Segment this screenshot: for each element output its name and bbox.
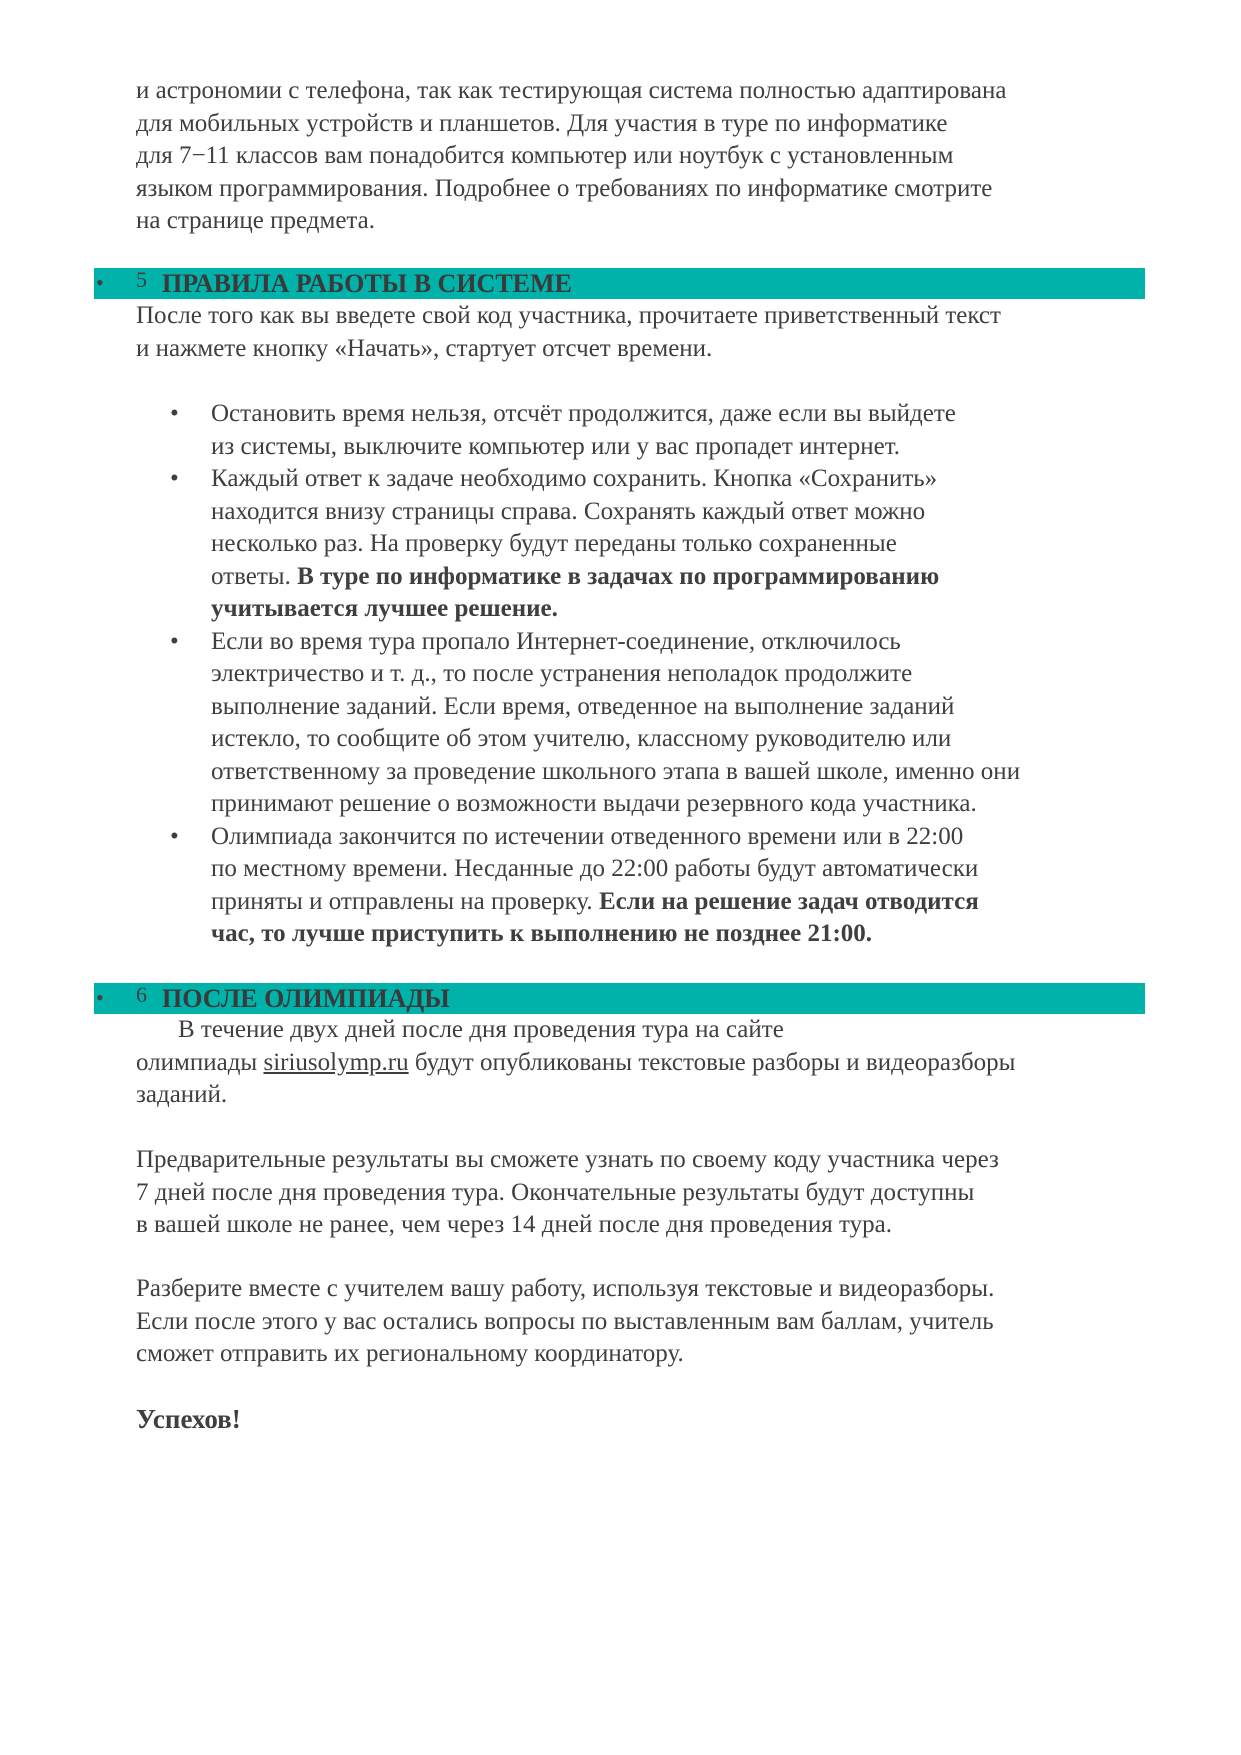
intro-line: на странице предмета. (136, 207, 375, 234)
list-item-line: несколько раз. На проверку будут переданы только сохраненные (211, 530, 897, 557)
list-item-line: по местному времени. Несданные до 22:00 работы будут автоматически (211, 855, 979, 882)
section-5-intro-line: После того как вы введете свой код участника, прочитаете приветственный текст (136, 302, 1001, 329)
list-item-line: Олимпиада закончится по истечении отведенного времени или в 22:00 (211, 822, 964, 850)
rules-list (170, 398, 1150, 951)
intro-line: языком программирования. Подробнее о требованиях по информатике смотрите (136, 174, 993, 202)
olympiad-site-link[interactable]: siriusolymp.ru (263, 1048, 409, 1076)
section-6-paragraph-2 (136, 1144, 1136, 1242)
list-item-line (211, 561, 1150, 594)
bullet-icon: • (170, 627, 179, 655)
list-item-line: ответственному за проведение школьного этапа в вашей школе, именно они (211, 757, 1021, 785)
plain-text: ответы. (211, 562, 298, 590)
list-item-line: находится внизу страницы справа. Сохранять каждый ответ можно (211, 497, 926, 525)
section-number: 6 (136, 982, 147, 1007)
list-item-line: электричество и т. д., то после устранения неполадок продолжите (211, 660, 913, 687)
paragraph-line: в вашей школе не ранее, чем через 14 дней после дня проведения тура. (136, 1211, 892, 1238)
paragraph-line: Предварительные результаты вы сможете узнать по своему коду участника через (136, 1146, 999, 1173)
list-item-line: Каждый ответ к задаче необходимо сохранить. Кнопка «Сохранить» (211, 465, 938, 492)
intro-line: для 7−11 классов вам понадобится компьютер или ноутбук с установленным (136, 142, 954, 169)
list-item (170, 821, 1150, 951)
intro-line: и астрономии с телефона, так как тестирующая система полностью адаптирована (136, 77, 1007, 104)
plain-text: олимпиады (136, 1048, 264, 1076)
list-item (170, 463, 1150, 626)
list-item-bold-line: учитывается лучшее решение. (211, 595, 558, 622)
closing-text: Успехов! (136, 1404, 241, 1434)
bullet-icon: • (170, 400, 179, 427)
bullet-icon: • (170, 465, 179, 492)
intro-line: для мобильных устройств и планшетов. Для участия в туре по информатике (136, 109, 948, 137)
paragraph-line: Если после этого у вас остались вопросы по выставленным вам баллам, учитель (136, 1307, 994, 1335)
section-6-paragraph-1 (136, 1014, 1136, 1112)
list-item-line (211, 886, 1150, 919)
heading-bullet: • (96, 985, 104, 1010)
section-number: 5 (136, 267, 147, 292)
list-item-line: выполнение заданий. Если время, отведенное на выполнение заданий (211, 692, 955, 720)
section-5-heading (94, 268, 1145, 299)
plain-text: будут опубликованы текстовые разборы и видеоразборы (408, 1048, 1016, 1076)
list-item-line: Остановить время нельзя, отсчёт продолжится, даже если вы выйдете (211, 400, 956, 427)
paragraph-line: В течение двух дней после дня проведения тура на сайте (178, 1016, 784, 1043)
paragraph-line: заданий. (136, 1081, 228, 1108)
paragraph-line: 7 дней после дня проведения тура. Окончательные результаты будут доступны (136, 1178, 975, 1206)
list-item-line: истекло, то сообщите об этом учителю, классному руководителю или (211, 725, 952, 752)
section-title: ПРАВИЛА РАБОТЫ В СИСТЕМЕ (162, 269, 572, 298)
section-title: ПОСЛЕ ОЛИМПИАДЫ (162, 984, 450, 1013)
paragraph-line (136, 1047, 1136, 1080)
section-6-heading (94, 983, 1145, 1014)
list-item-line: Если во время тура пропало Интернет-соединение, отключилось (211, 627, 901, 655)
intro-paragraph (136, 75, 1136, 238)
list-item-bold-line: час, то лучше приступить к выполнению не позднее 21:00. (211, 920, 873, 947)
section-5-intro (136, 300, 1136, 365)
list-item-line: принимают решение о возможности выдачи резервного кода участника. (211, 790, 977, 817)
section-6-paragraph-3 (136, 1273, 1136, 1371)
bullet-icon: • (170, 822, 179, 850)
bold-text: В туре по информатике в задачах по программированию (297, 562, 940, 590)
section-5-intro-line: и нажмете кнопку «Начать», стартует отсчет времени. (136, 334, 713, 362)
list-item-line: из системы, выключите компьютер или у вас пропадет интернет. (211, 432, 901, 460)
paragraph-line: Разберите вместе с учителем вашу работу, используя текстовые и видеоразборы. (136, 1275, 995, 1302)
list-item (170, 626, 1150, 821)
bold-text: Если на решение задач отводится (598, 887, 979, 915)
plain-text: приняты и отправлены на проверку. (211, 887, 599, 915)
heading-bullet: • (96, 270, 104, 295)
paragraph-line: сможет отправить их региональному координатору. (136, 1340, 684, 1367)
list-item (170, 398, 1150, 463)
